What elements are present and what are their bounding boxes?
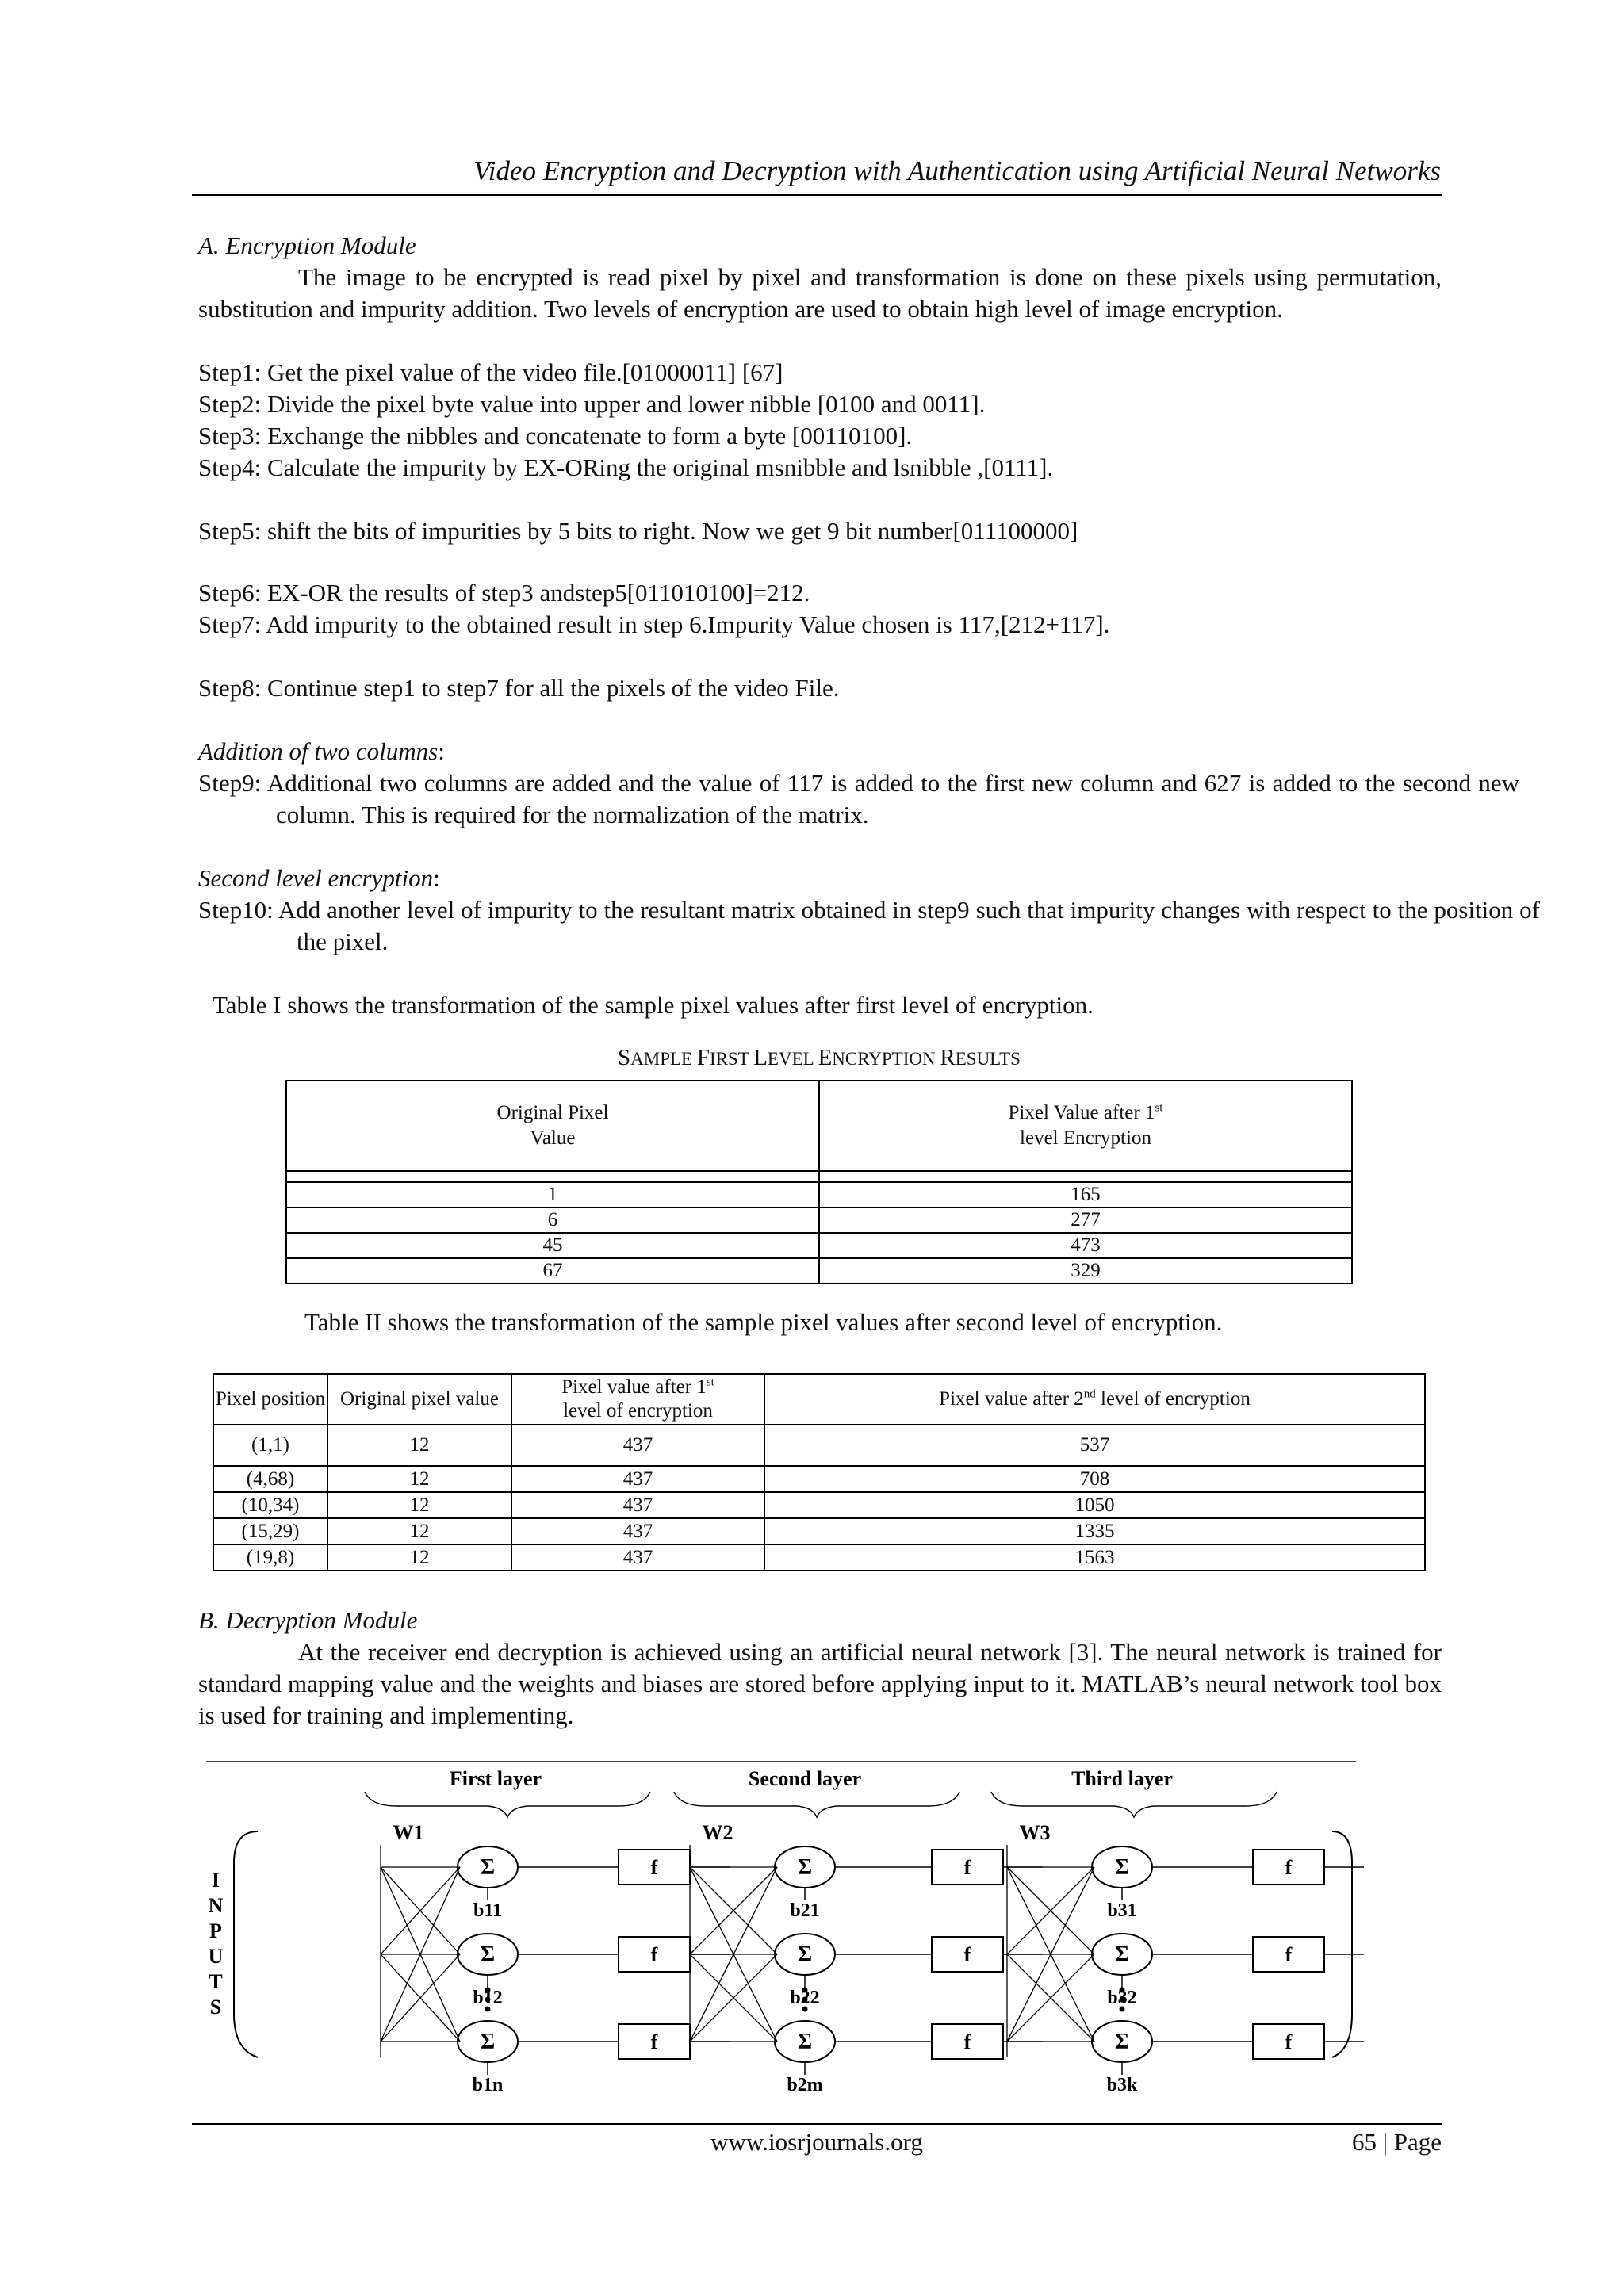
activation-label: f xyxy=(1285,2030,1293,2053)
table2-header-first: Pixel value after 1st level of encryption xyxy=(511,1374,764,1425)
table1-header-original: Original Pixel Value xyxy=(286,1081,819,1171)
table1-caption: SAMPLE FIRST LEVEL ENCRYPTION RESULTS xyxy=(618,1045,1021,1070)
step-9: Step9: Additional two columns are added and the value of 117 is added to the first new column and 627 is added to the second new column. This is required for the normalization of the matrix. xyxy=(198,769,1519,828)
table2-intro: Table II shows the transformation of the sample pixel values after second level of encryption. xyxy=(304,1308,1223,1336)
activation-label: f xyxy=(650,2030,658,2053)
table2-header-second: Pixel value after 2nd level of encryption xyxy=(764,1374,1425,1425)
inputs-letter: S xyxy=(209,1996,222,2019)
layer-label: Third layer xyxy=(1071,1767,1173,1790)
bias-label: b31 xyxy=(1107,1900,1137,1921)
header-rule xyxy=(192,194,1442,196)
bias-label: b12 xyxy=(473,1988,503,2008)
step-7: Step7: Add impurity to the obtained result in step 6.Impurity Value chosen is 117,[212+117]. xyxy=(198,610,1110,638)
inputs-letter: P xyxy=(209,1919,222,1942)
bias-label: b2m xyxy=(787,2075,823,2095)
bias-label: b3k xyxy=(1106,2075,1138,2095)
section-b-body: At the receiver end decryption is achieved using an artificial neural network [3]. The neural network is trained for standard mapping value and the weights and biases are stored before applying input to it. MATLAB’s neural network tool box is used for training and implementing. xyxy=(198,1638,1442,1729)
table-row: 67 329 xyxy=(286,1258,1352,1284)
table-2 xyxy=(213,1373,1426,1571)
section-b-heading: B. Decryption Module xyxy=(198,1606,418,1634)
bias-label: b1n xyxy=(472,2075,504,2095)
sigma-label: Σ xyxy=(1114,2030,1130,2054)
section-a-heading: A. Encryption Module xyxy=(198,232,416,259)
sigma-label: Σ xyxy=(1114,1942,1130,1967)
inputs-letter: I xyxy=(211,1869,220,1892)
table-row: (4,68) 12 437 708 xyxy=(213,1466,1425,1492)
activation-label: f xyxy=(963,1856,971,1879)
step-6: Step6: EX-OR the results of step3 andstep5[011010100]=212. xyxy=(198,579,810,607)
sigma-label: Σ xyxy=(797,2030,813,2054)
bias-label: b22 xyxy=(790,1988,820,2008)
second-level-heading-colon: : xyxy=(433,864,440,892)
activation-label: f xyxy=(963,1943,971,1966)
table1-intro: Table I shows the transformation of the sample pixel values after first level of encryption. xyxy=(213,991,1094,1019)
table-row: 45 473 xyxy=(286,1233,1352,1258)
second-level-heading-text: Second level encryption xyxy=(198,864,434,892)
table-row: (15,29) 12 437 1335 xyxy=(213,1518,1425,1544)
sigma-label: Σ xyxy=(480,1855,496,1880)
step-3: Step3: Exchange the nibbles and concatenate to form a byte [00110100]. xyxy=(198,422,913,450)
inputs-letter: N xyxy=(208,1894,224,1917)
table-row: 6 277 xyxy=(286,1207,1352,1233)
step-1: Step1: Get the pixel value of the video file.[01000011] [67] xyxy=(198,358,783,386)
right-paren xyxy=(1332,1831,1352,2057)
bias-label: b11 xyxy=(473,1900,503,1921)
sigma-label: Σ xyxy=(1114,1855,1130,1880)
activation-label: f xyxy=(650,1943,658,1966)
inputs-letter: U xyxy=(208,1945,224,1968)
page-number: 65 | Page xyxy=(1352,2128,1442,2156)
addition-heading xyxy=(198,736,1442,767)
second-level-heading xyxy=(198,863,1442,894)
table-row: (19,8) 12 437 1563 xyxy=(213,1544,1425,1571)
table-row: (10,34) 12 437 1050 xyxy=(213,1492,1425,1518)
weight-label: W2 xyxy=(702,1821,733,1844)
sigma-label: Σ xyxy=(797,1855,813,1880)
step-10: Step10: Add another level of impurity to the resultant matrix obtained in step9 such that impurity changes with respect to the position of the pixel. xyxy=(198,896,1540,955)
weight-label: W1 xyxy=(393,1821,424,1844)
addition-heading-text: Addition of two columns xyxy=(198,737,439,765)
section-a-intro: The image to be encrypted is read pixel by pixel and transformation is done on these pixels using permutation, substitution and impurity addition. Two levels of encryption are used to obtain high level of image encryption. xyxy=(198,263,1442,323)
activation-label: f xyxy=(650,1856,658,1879)
activation-label: f xyxy=(1285,1856,1293,1879)
table2-header-position: Pixel position xyxy=(213,1374,327,1425)
table-row: 1 165 xyxy=(286,1182,1352,1207)
bias-label: b32 xyxy=(1107,1988,1137,2008)
activation-label: f xyxy=(1285,1943,1293,1966)
neural-network-figure xyxy=(198,1752,1364,2101)
weight-label: W3 xyxy=(1019,1821,1051,1844)
step-8: Step8: Continue step1 to step7 for all the pixels of the video File. xyxy=(198,674,840,702)
layer-brace xyxy=(991,1792,1277,1817)
bias-label: b21 xyxy=(790,1900,820,1921)
addition-heading-colon: : xyxy=(438,737,445,765)
table1-header-after-first: Pixel Value after 1st level Encryption xyxy=(819,1081,1352,1171)
inputs-letter: T xyxy=(209,1970,223,1993)
layer-label: First layer xyxy=(449,1767,542,1790)
layer-brace xyxy=(365,1792,650,1817)
sigma-label: Σ xyxy=(797,1942,813,1967)
table2-header-original: Original pixel value xyxy=(327,1374,511,1425)
sigma-label: Σ xyxy=(480,2030,496,2054)
table-row: (1,1) 12 437 537 xyxy=(213,1425,1425,1466)
layer-label: Second layer xyxy=(748,1767,862,1790)
sigma-label: Σ xyxy=(480,1942,496,1967)
running-title: Video Encryption and Decryption with Authentication using Artificial Neural Networks xyxy=(473,155,1441,186)
layer-brace xyxy=(674,1792,959,1817)
left-paren xyxy=(234,1831,258,2057)
footer-rule xyxy=(192,2123,1442,2125)
step-5: Step5: shift the bits of impurities by 5 bits to right. Now we get 9 bit number[011100000] xyxy=(198,517,1078,545)
footer-url: www.iosrjournals.org xyxy=(710,2128,923,2156)
step-2: Step2: Divide the pixel byte value into upper and lower nibble [0100 and 0011]. xyxy=(198,390,986,418)
table-1 xyxy=(285,1080,1353,1284)
step-4: Step4: Calculate the impurity by EX-ORing the original msnibble and lsnibble ,[0111]. xyxy=(198,453,1054,481)
activation-label: f xyxy=(963,2030,971,2053)
